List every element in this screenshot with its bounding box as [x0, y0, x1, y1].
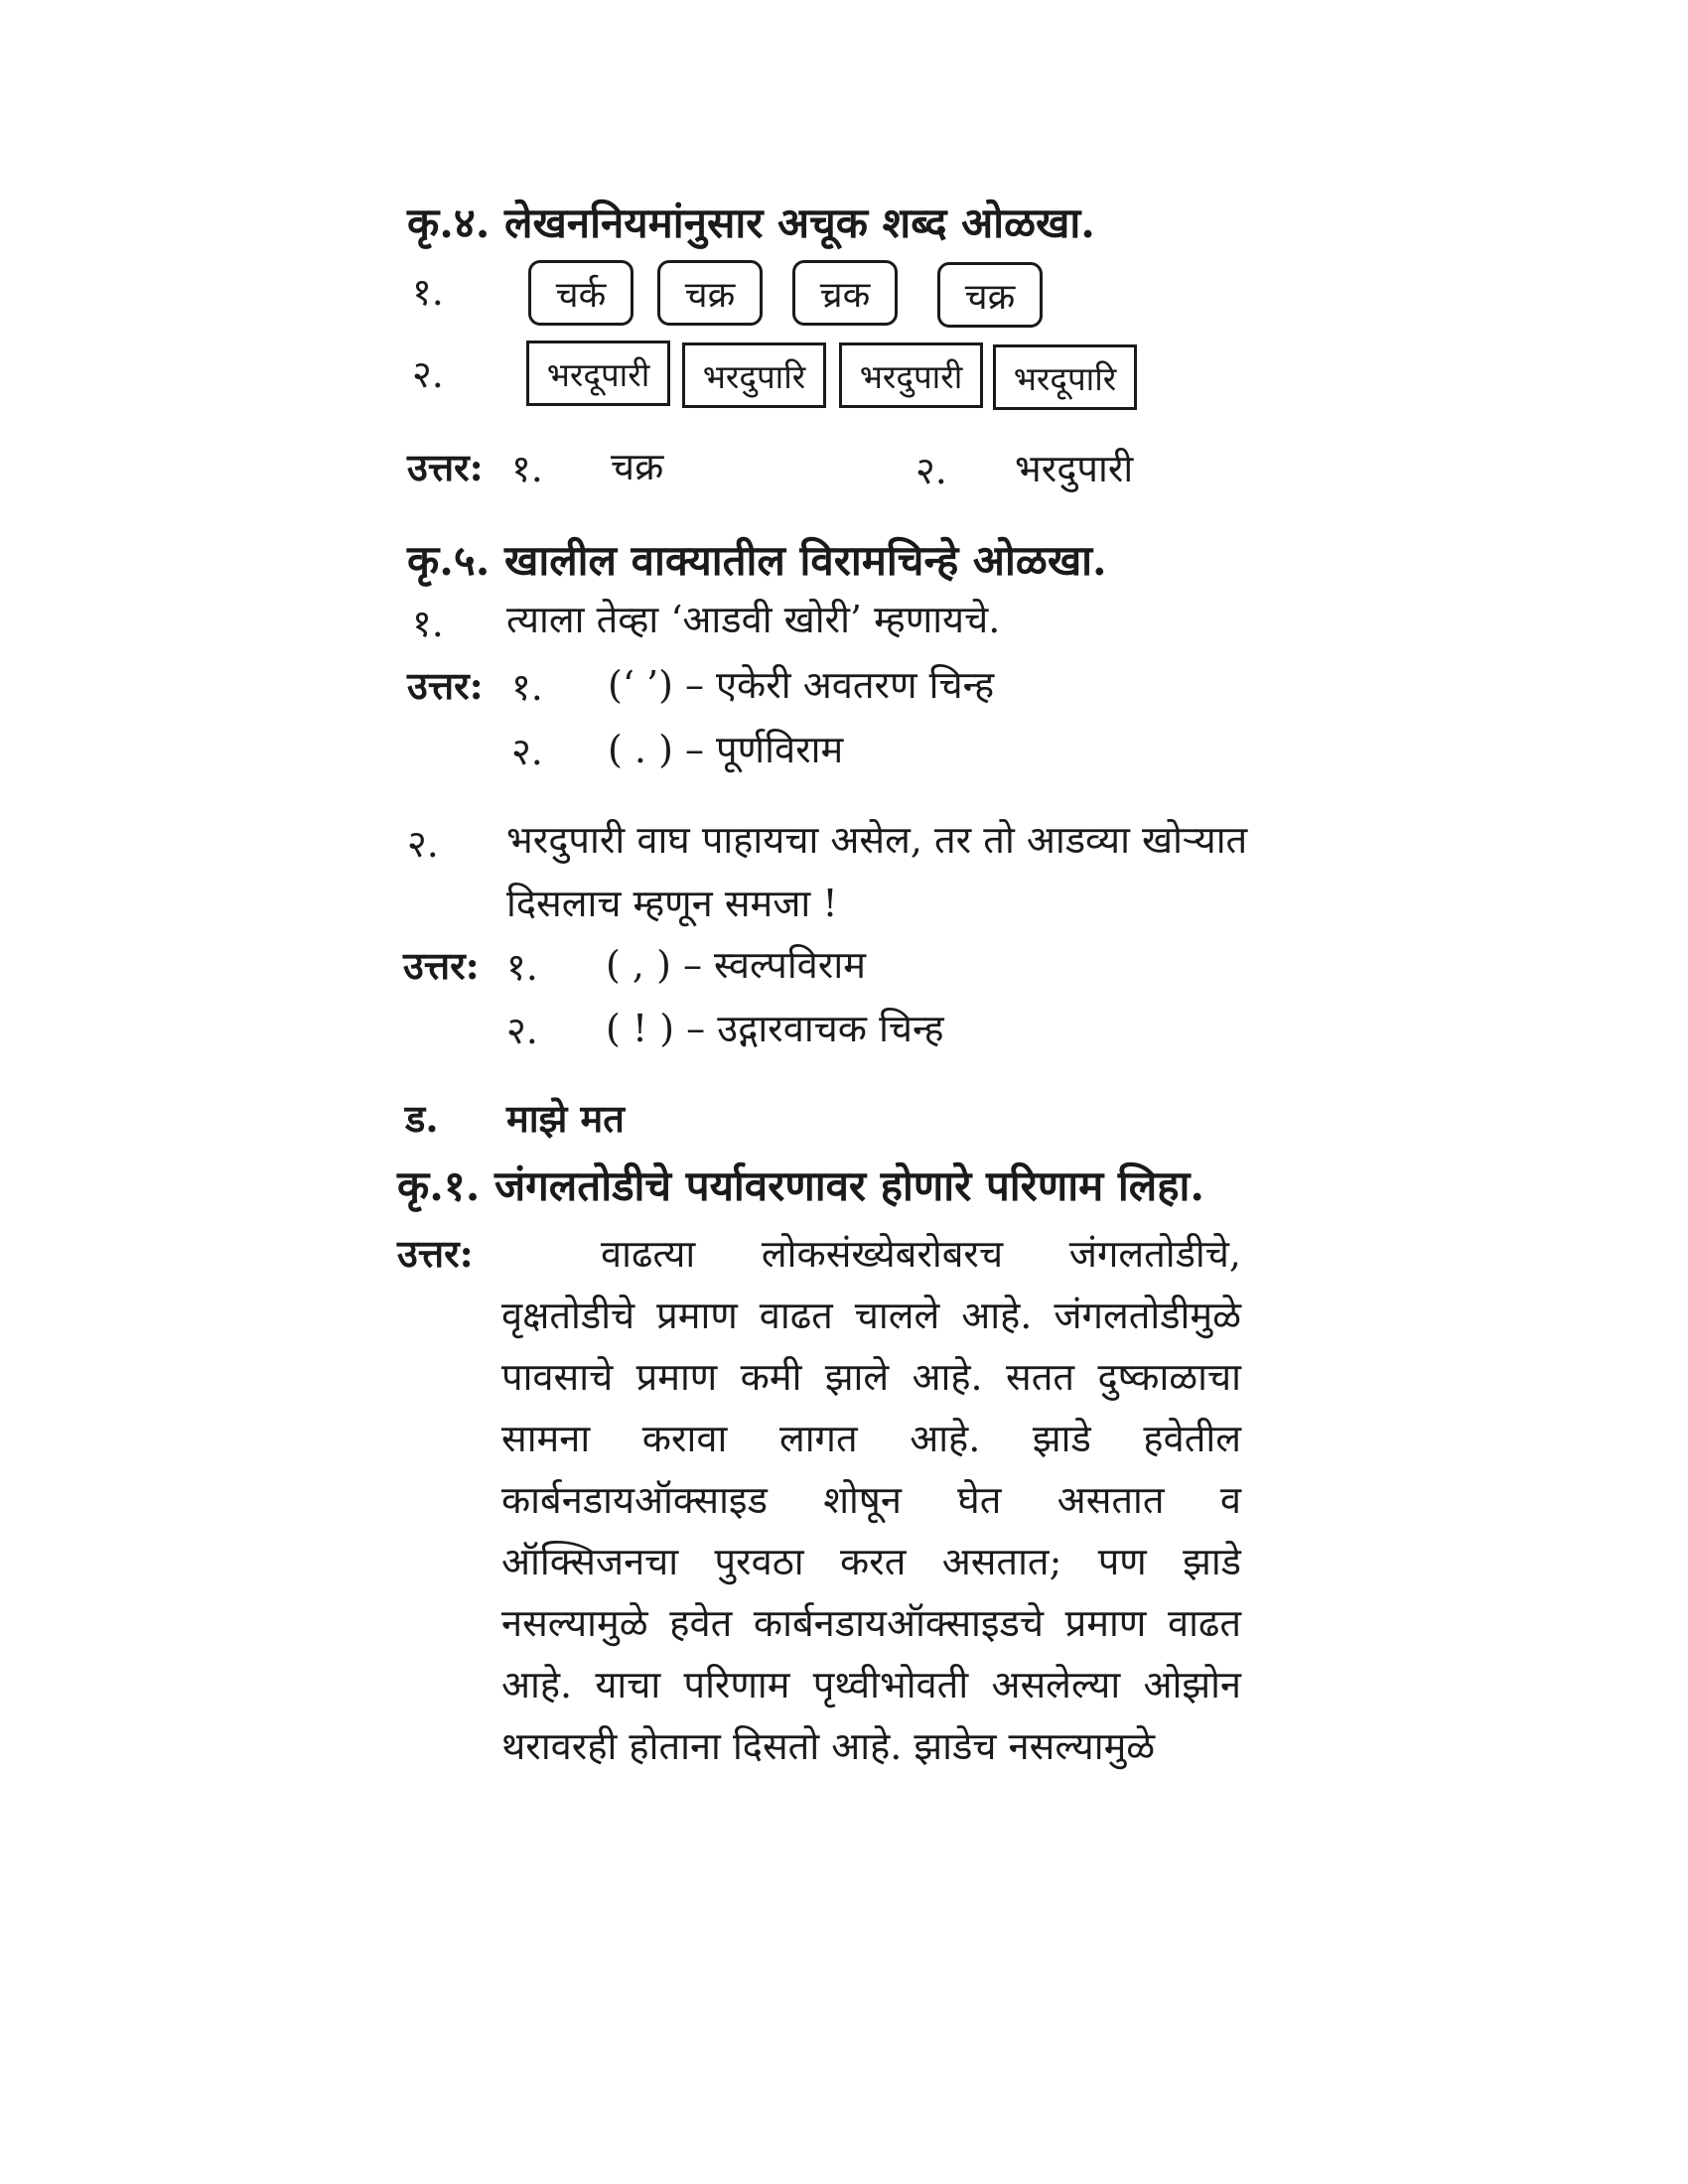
- q4-row2-number: २.: [412, 352, 444, 396]
- q4-row1-option-1: चर्क: [528, 260, 633, 326]
- q5-answer2-number-1: १.: [506, 945, 538, 989]
- q1-answer-label: उत्तर:: [397, 1231, 474, 1276]
- q5-answer1-number-2: २.: [511, 730, 543, 773]
- q4-row1-option-2: चक्र: [657, 260, 763, 326]
- q5-answer2-number-2: २.: [506, 1009, 538, 1052]
- section-d-letter: ड.: [405, 1096, 439, 1141]
- q4-row2-option-1: भरदूपारी: [526, 341, 670, 406]
- q4-answer-2: भरदुपारी: [1015, 447, 1134, 490]
- q5-sentence1: त्याला तेव्हा ‘आडवी खोरी’ म्हणायचे.: [506, 598, 1001, 641]
- q4-answer-label: उत्तर:: [407, 445, 484, 489]
- q5-title: कृ.५. खालील वाक्यातील विरामचिन्हे ओळखा.: [407, 536, 1107, 585]
- q4-row1-option-4: चक्र: [937, 262, 1043, 328]
- q4-answer-1: चक्र: [611, 445, 664, 488]
- q4-answer-number-2: २.: [915, 449, 947, 492]
- q5-answer2-item-2: ( ! ) – उद्गारवाचक चिन्ह: [606, 1007, 944, 1050]
- q4-row1-number: १.: [412, 270, 444, 314]
- q5-answer1-item-2: ( . ) – पूर्णविराम: [608, 728, 844, 771]
- q4-answer-number-1: १.: [511, 447, 543, 490]
- section-d-title: माझे मत: [506, 1096, 625, 1141]
- q5-sentence2-line2: दिसलाच म्हणून समजा !: [506, 882, 838, 925]
- q5-answer2-label: उत्तर:: [403, 943, 480, 988]
- q4-row2-option-2: भरदुपारि: [682, 342, 826, 408]
- q4-row2-option-3: भरदुपारी: [839, 342, 983, 408]
- q1-answer-text: वाढत्या लोकसंख्येबरोबरच जंगलतोडीचे, वृक्षतोडीचे प्रमाण वाढत चालले आहे. जंगलतोडीमुळे पावसाचे प्रमाण कमी झाले आहे. सतत दुष्काळाचा सामना करावा लागत आहे. झाडे हवेतील कार्बनडायऑक्साइड शोषून घेत असतात व ऑक्सिजनचा पुरवठा करत असतात; पण झाडे नसल्यामुळे हवेत कार्बनडायऑक्साइडचे प्रमाण वाढत आहे. याचा परिणाम पृथ्वीभोवती असलेल्या ओझोन थरावरही होताना दिसतो आहे. झाडेच नसल्यामुळे: [501, 1232, 1241, 1768]
- q4-title: कृ.४. लेखननियमांनुसार अचूक शब्द ओळखा.: [407, 199, 1095, 247]
- q5-answer1-number-1: १.: [511, 665, 543, 709]
- q5-sentence1-number: १.: [412, 602, 444, 645]
- q5-sentence2-line1: भरदुपारी वाघ पाहायचा असेल, तर तो आडव्या खोऱ्यात: [506, 818, 1248, 862]
- q4-row1-option-3: च्रक: [792, 260, 898, 326]
- q5-answer2-item-1: ( , ) – स्वल्पविराम: [606, 943, 866, 987]
- q1-answer-paragraph: [501, 1223, 1241, 1777]
- q5-answer1-item-1: (‘ ’) – एकेरी अवतरण चिन्ह: [608, 663, 995, 707]
- q1-title: कृ.१. जंगलतोडीचे पर्यावरणावर होणारे परिणाम लिहा.: [397, 1161, 1205, 1210]
- q5-answer1-label: उत्तर:: [407, 663, 484, 708]
- q5-sentence2-number: २.: [407, 822, 439, 866]
- q4-row2-option-4: भरदूपारि: [993, 344, 1137, 410]
